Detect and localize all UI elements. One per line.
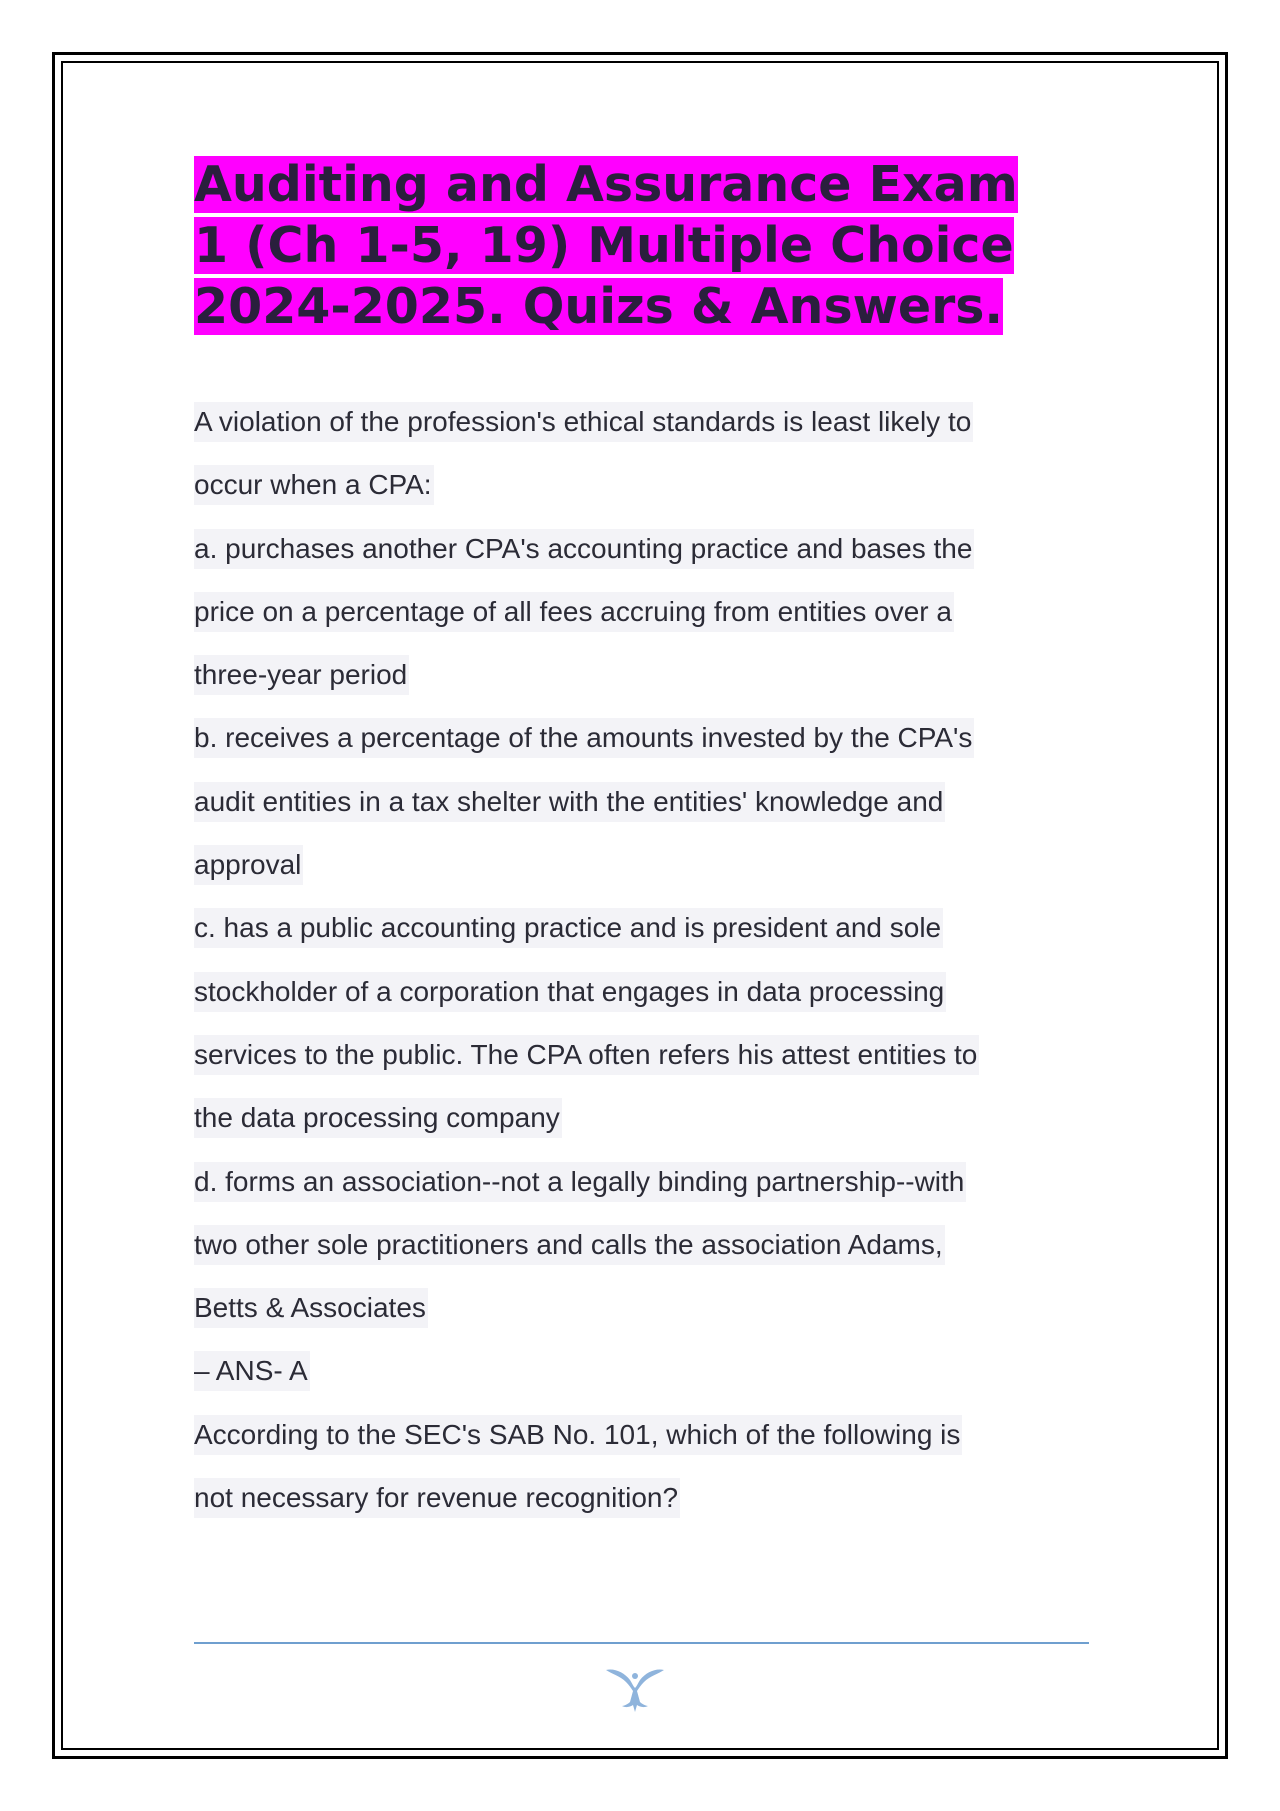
- title-line-1: Auditing and Assurance Exam: [194, 156, 1018, 213]
- text-line: Betts & Associates: [194, 1276, 1094, 1339]
- document-title: [194, 154, 1094, 337]
- text-line: not necessary for revenue recognition?: [194, 1466, 1094, 1529]
- text-line: b. receives a percentage of the amounts invested by the CPA's: [194, 706, 1094, 769]
- bird-logo-icon: [604, 1664, 666, 1714]
- text-line: services to the public. The CPA often refers his attest entities to: [194, 1023, 1094, 1086]
- text-line: two other sole practitioners and calls the association Adams,: [194, 1213, 1094, 1276]
- text-line: According to the SEC's SAB No. 101, which of the following is: [194, 1403, 1094, 1466]
- text-line: occur when a CPA:: [194, 453, 1094, 516]
- text-line: price on a percentage of all fees accruing from entities over a: [194, 580, 1094, 643]
- text-line: approval: [194, 833, 1094, 896]
- title-line-2: 1 (Ch 1-5, 19) Multiple Choice: [194, 217, 1014, 274]
- text-line: stockholder of a corporation that engages in data processing: [194, 960, 1094, 1023]
- text-line: A violation of the profession's ethical standards is least likely to: [194, 390, 1094, 453]
- text-line: audit entities in a tax shelter with the entities' knowledge and: [194, 770, 1094, 833]
- text-line: three-year period: [194, 643, 1094, 706]
- document-content: [194, 154, 1094, 1529]
- text-line: a. purchases another CPA's accounting practice and bases the: [194, 517, 1094, 580]
- answer-line: – ANS- A: [194, 1339, 1094, 1402]
- text-line: the data processing company: [194, 1086, 1094, 1149]
- title-line-3: 2024-2025. Quizs & Answers.: [194, 278, 1004, 335]
- text-line: c. has a public accounting practice and is president and sole: [194, 896, 1094, 959]
- footer-divider: [194, 1642, 1089, 1644]
- text-line: d. forms an association--not a legally binding partnership--with: [194, 1150, 1094, 1213]
- question-text: [194, 390, 1094, 1529]
